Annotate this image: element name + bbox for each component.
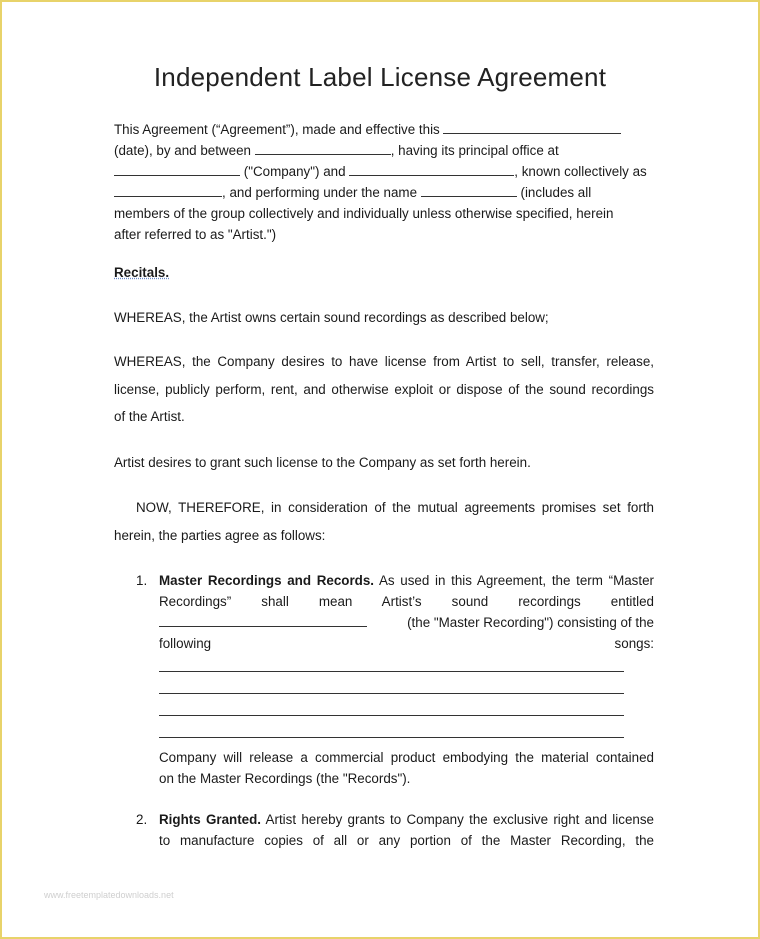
clause-2-body: Rights Granted. Artist hereby grants to Company the exclusive right and license to manufacture copies of all or any portion of the Master Recording, the bbox=[159, 812, 654, 848]
clause-1-number: 1. bbox=[136, 573, 148, 588]
whereas-1: WHEREAS, the Artist owns certain sound recordings as described below; bbox=[114, 310, 549, 325]
known-as-blank[interactable] bbox=[114, 184, 222, 197]
intro-line-5: members of the group collectively and individually unless otherwise specified, herein bbox=[114, 206, 614, 221]
recitals-heading: Recitals. bbox=[114, 265, 170, 280]
watermark-text: www.freetemplatedownloads.net bbox=[44, 890, 174, 900]
song-blank-2[interactable] bbox=[159, 681, 624, 694]
artist-blank[interactable] bbox=[349, 163, 514, 176]
artist-desires-paragraph: Artist desires to grant such license to the Company as set forth herein. bbox=[114, 455, 531, 470]
recording-title-blank[interactable] bbox=[159, 614, 367, 627]
song-blank-1[interactable] bbox=[159, 659, 624, 672]
date-blank[interactable] bbox=[443, 121, 621, 134]
intro-line-4: , and performing under the name (includes all bbox=[114, 182, 654, 203]
party-blank[interactable] bbox=[255, 142, 391, 155]
now-therefore-paragraph: NOW, THEREFORE, in consideration of the mutual agreements promises set forth herein, the parties agree as follows: bbox=[114, 500, 654, 543]
intro-paragraph bbox=[114, 119, 654, 245]
intro-line-2: (date), by and between , having its principal office at bbox=[114, 143, 559, 158]
song-blank-3[interactable] bbox=[159, 703, 624, 716]
document-title: Independent Label License Agreement bbox=[153, 62, 607, 92]
clause-1-body: Master Recordings and Records. As used in this Agreement, the term “Master Recordings” shall mean Artist’s sound recordings entitled (the "Master Recording") consisting of the following songs: Company will release a commercial product embodying the material contained on the Master Recordings (the "Records"). bbox=[159, 573, 654, 786]
intro-line-3: ("Company") and , known collectively as bbox=[114, 161, 654, 182]
whereas-2: WHEREAS, the Company desires to have license from Artist to sell, transfer, release, license, publicly perform, rent, and otherwise exploit or dispose of the sound recordings of the Artist. bbox=[114, 354, 654, 424]
clause-2-heading: Rights Granted. bbox=[159, 812, 261, 827]
performing-name-blank[interactable] bbox=[421, 184, 517, 197]
song-blank-4[interactable] bbox=[159, 725, 624, 738]
song-list-blanks bbox=[159, 659, 654, 738]
clause-2-number: 2. bbox=[136, 812, 148, 827]
intro-line-1: This Agreement (“Agreement”), made and effective this bbox=[114, 119, 654, 140]
recitals-section bbox=[114, 262, 654, 283]
clause-1-heading: Master Recordings and Records. bbox=[159, 573, 375, 588]
company-blank[interactable] bbox=[114, 163, 240, 176]
intro-line-6: after referred to as "Artist.") bbox=[114, 227, 277, 242]
